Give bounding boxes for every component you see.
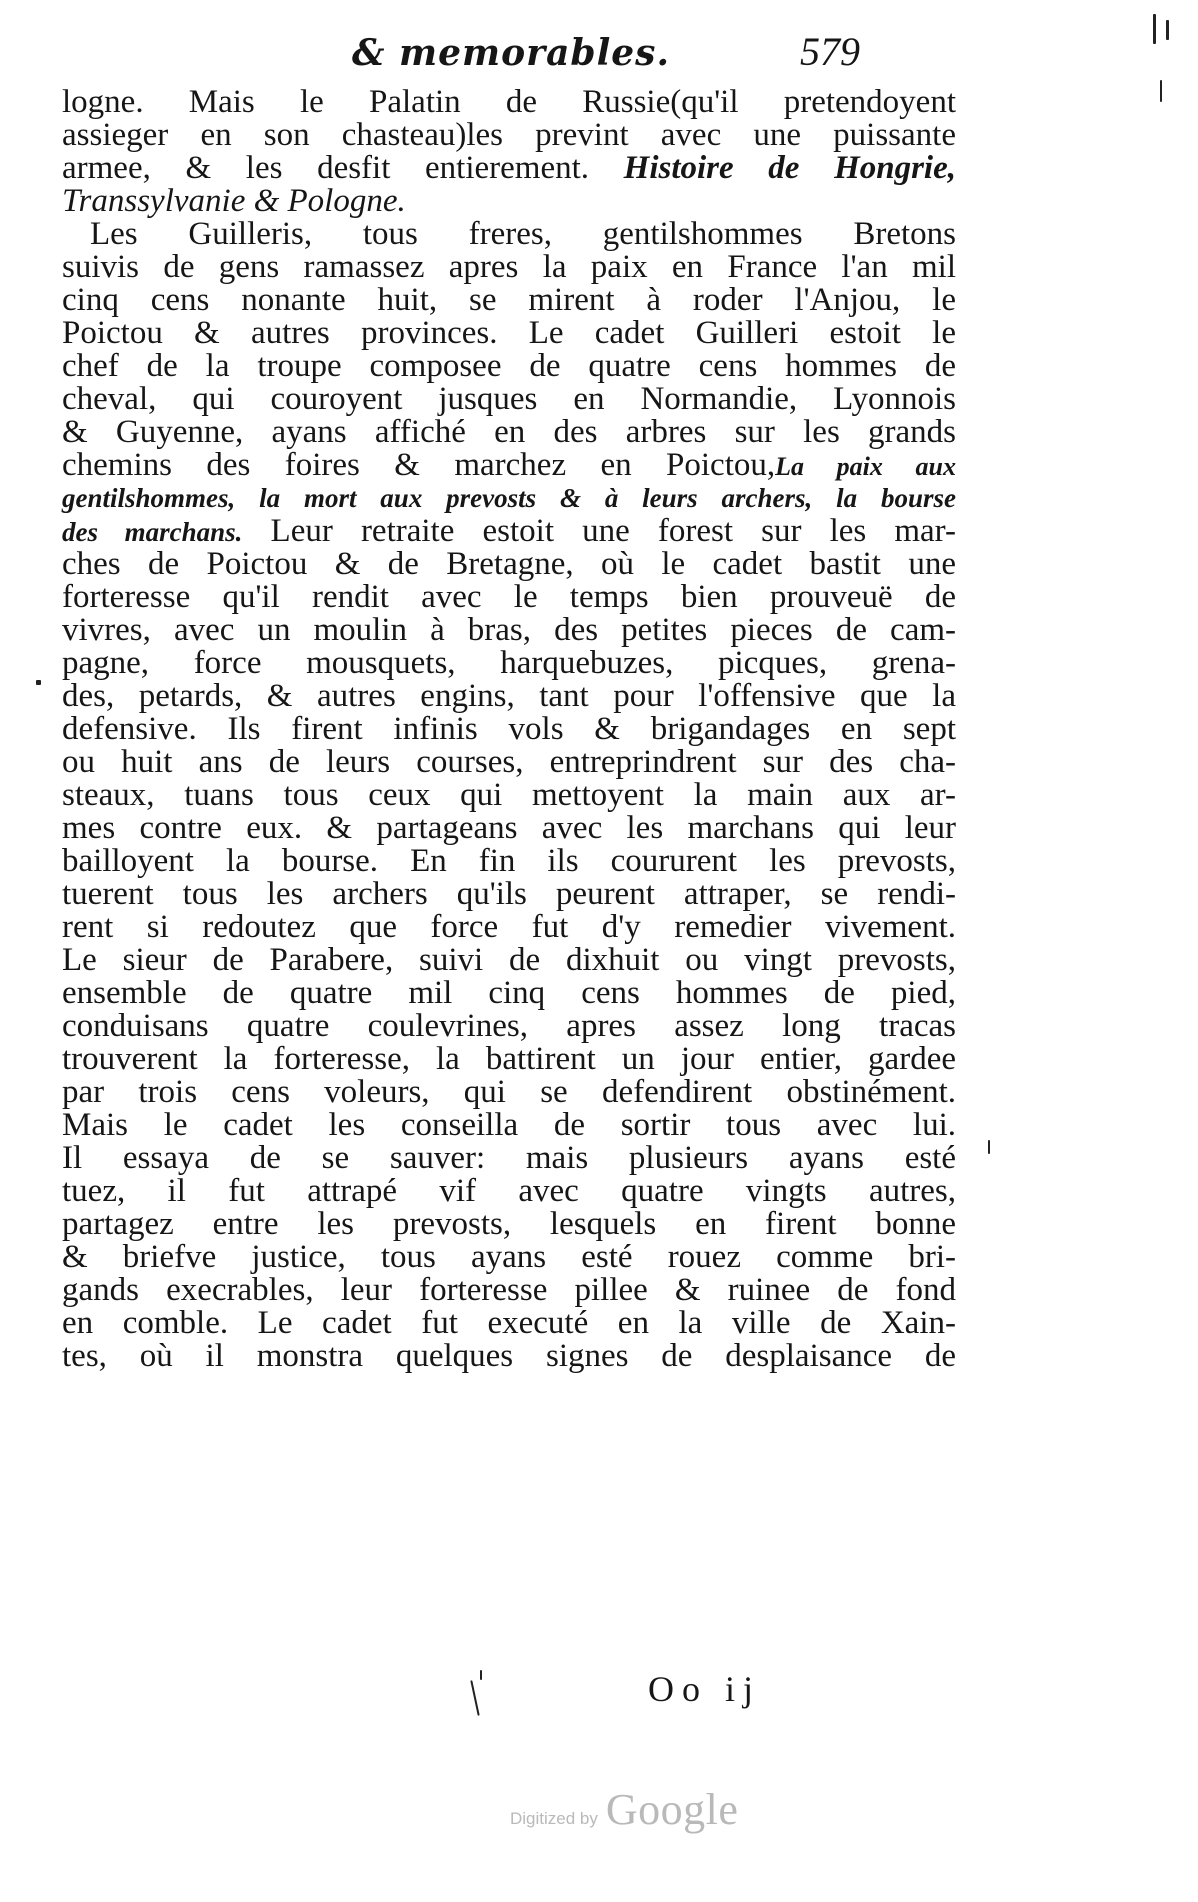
text-line: conduisans quatre coulevrines, apres assez long tracas: [62, 1008, 956, 1044]
scan-speck: [988, 1140, 990, 1154]
running-title: & memorables.: [352, 32, 670, 74]
text-line: partagez entre les prevosts, lesquels en firent bonne: [62, 1206, 956, 1242]
citation-italic: Histoire de Hongrie,: [623, 150, 956, 186]
text-line: ou huit ans de leurs courses, entreprindrent sur des cha-: [62, 744, 956, 780]
text-line: ches de Poictou & de Bretagne, où le cadet bastit une: [62, 546, 956, 582]
text-line: en comble. Le cadet fut executé en la ville de Xain-: [62, 1305, 956, 1341]
text-line-main: armee, & les desfit entierement.: [62, 150, 590, 186]
scan-speck: [1160, 80, 1162, 102]
running-head: [330, 28, 930, 88]
motto-italic: La paix aux: [775, 452, 956, 481]
text-line: forteresse qu'il rendit avec le temps bien prouveuë de: [62, 579, 956, 615]
motto-line: gentilshommes, la mort aux prevosts & à leurs archers, la bourse: [62, 483, 956, 513]
text-line-main: Leur retraite estoit une forest sur les mar-: [270, 513, 957, 549]
text-line: tuez, il fut attrapé vif avec quatre vingts autres,: [62, 1173, 956, 1209]
paragraph-start-line: Les Guilleris, tous freres, gentilshommes Bretons: [90, 216, 956, 252]
page-number: 579: [800, 29, 860, 74]
scan-speck: [1166, 20, 1169, 40]
google-logo: Google: [605, 1785, 739, 1834]
scan-speck: [1153, 14, 1156, 44]
text-line: rent si redoutez que force fut d'y remedier vivement.: [62, 909, 956, 945]
text-line: assieger en son chasteau)les prevint avec une puissante: [62, 117, 956, 153]
text-line: trouverent la forteresse, la battirent un jour entier, gardee: [62, 1041, 956, 1077]
text-line: des, petards, & autres engins, tant pour l'offensive que la: [62, 678, 956, 714]
text-line: mes contre eux. & partageans avec les marchans qui leur: [62, 810, 956, 846]
text-line: vivres, avec un moulin à bras, des petites pieces de cam-: [62, 612, 956, 648]
text-line: Il essaya de se sauver: mais plusieurs ayans esté: [62, 1140, 956, 1176]
text-line: ensemble de quatre mil cinq cens hommes de pied,: [62, 975, 956, 1011]
text-line: & briefve justice, tous ayans esté rouez comme bri-: [62, 1239, 956, 1275]
text-line: Le sieur de Parabere, suivi de dixhuit ou vingt prevosts,: [62, 942, 956, 978]
signature-mark: Oo ij: [648, 1669, 762, 1709]
watermark-prefix: Digitized by: [510, 1809, 598, 1828]
text-line: suivis de gens ramassez apres la paix en France l'an mil: [62, 249, 956, 285]
text-line: logne. Mais le Palatin de Russie(qu'il pretendoyent: [62, 84, 956, 120]
text-line: Transsylvanie & Pologne.: [62, 183, 406, 219]
motto-italic: des marchans.: [62, 517, 243, 547]
text-line: par trois cens voleurs, qui se defendirent obstinément.: [62, 1074, 956, 1110]
text-line: cheval, qui couroyent jusques en Normandie, Lyonnois: [62, 381, 956, 417]
text-line: tes, où il monstra quelques signes de desplaisance de: [62, 1338, 956, 1374]
text-line: & Guyenne, ayans affiché en des arbres sur les grands: [62, 414, 956, 450]
text-line: tuerent tous les archers qu'ils peurent attraper, se rendi-: [62, 876, 956, 912]
text-line: chef de la troupe composee de quatre cens hommes de: [62, 348, 956, 384]
scan-speck: [470, 1680, 479, 1716]
text-line: bailloyent la bourse. En fin ils coururent les prevosts,: [62, 843, 956, 879]
scan-speck: [480, 1670, 482, 1680]
text-line: Mais le cadet les conseilla de sortir tous avec lui.: [62, 1107, 956, 1143]
text-line: defensive. Ils firent infinis vols & brigandages en sept: [62, 711, 956, 747]
digitized-watermark: [510, 1784, 738, 1835]
text-line: steaux, tuans tous ceux qui mettoyent la main aux ar-: [62, 777, 956, 813]
text-line: Poictou & autres provinces. Le cadet Guilleri estoit le: [62, 315, 956, 351]
text-line: gands execrables, leur forteresse pillee & ruinee de fond: [62, 1272, 956, 1308]
scan-speck: [36, 680, 41, 685]
text-line-main: chemins des foires & marchez en Poictou,: [62, 447, 776, 483]
text-line: cinq cens nonante huit, se mirent à roder l'Anjou, le: [62, 282, 956, 318]
text-line: pagne, force mousquets, harquebuzes, picques, grena-: [62, 645, 956, 681]
